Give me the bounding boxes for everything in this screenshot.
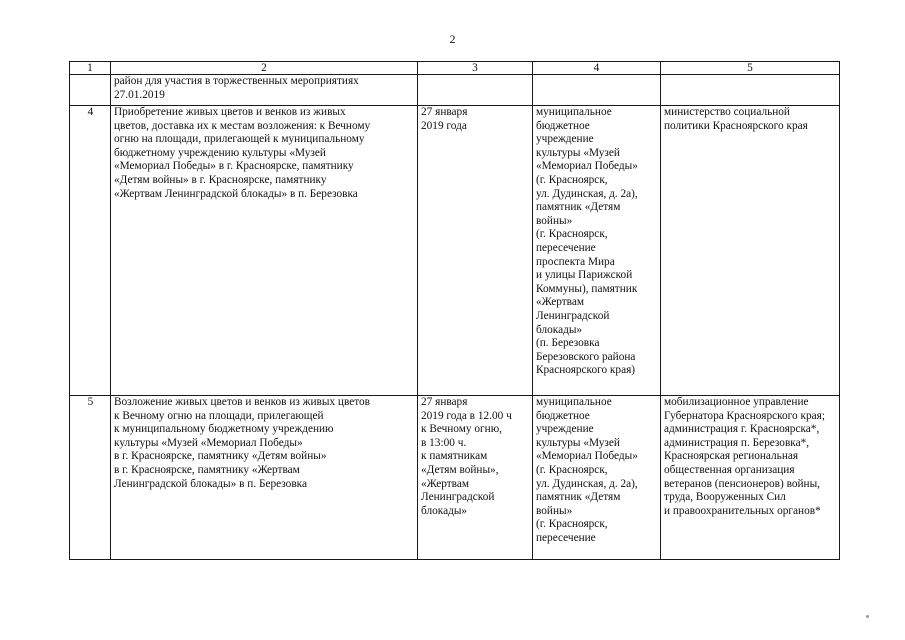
event-place bbox=[533, 75, 661, 106]
event-description: Возложение живых цветов и венков из живых цветов к Вечному огню на площади, прилегающей к муниципальному бюджетному учреждению культуры «Музей «Мемориал Победы» в г. Красноярске, памятнику «Детям войны» в г. Красноярске, памятнику «Жертвам Ленинградской блокады» в п. Березовка bbox=[111, 396, 418, 560]
header-col-1: 1 bbox=[70, 62, 111, 75]
header-col-3: 3 bbox=[418, 62, 533, 75]
header-col-2: 2 bbox=[111, 62, 418, 75]
event-responsible: мобилизационное управление Губернатора Красноярского края; администрация г. Красноярска*, администрация п. Березовка*, Красноярская региональная общественная организация ветеранов (пенсионеров) войны, труда, Вооруженных Сил и правоохранительных органов* bbox=[661, 396, 840, 560]
event-date: 27 января 2019 года bbox=[418, 106, 533, 396]
event-responsible bbox=[661, 75, 840, 106]
event-place: муниципальное бюджетное учреждение культуры «Музей «Мемориал Победы» (г. Красноярск, ул. Дудинская, д. 2а), памятник «Детям войны» (г. Красноярск, пересечение проспекта Мира и улицы Парижской Коммуны), памятник «Жертвам Ленинградской блокады» (п. Березовка Березовского района Красноярского края) bbox=[533, 106, 661, 396]
table-row-continuation bbox=[70, 75, 840, 106]
table-row bbox=[70, 106, 840, 396]
event-place: муниципальное бюджетное учреждение культуры «Музей «Мемориал Победы» (г. Красноярск, ул. Дудинская, д. 2а), памятник «Детям войны» (г. Красноярск, пересечение bbox=[533, 396, 661, 560]
row-number: 4 bbox=[70, 106, 111, 396]
event-date: 27 января 2019 года в 12.00 ч к Вечному огню, в 13:00 ч. к памятникам «Детям войны», «Жертвам Ленинградской блокады» bbox=[418, 396, 533, 560]
scan-speck bbox=[866, 615, 869, 618]
header-col-5: 5 bbox=[661, 62, 840, 75]
event-description: Приобретение живых цветов и венков из живых цветов, доставка их к местам возложения: к Вечному огню на площади, прилегающей к муниципальному бюджетному учреждению культуры «Музей «Мемориал Победы» в г. Красноярске, памятнику «Детям войны» в г. Красноярске, памятнику «Жертвам Ленинградской блокады» в п. Березовка bbox=[111, 106, 418, 396]
header-row bbox=[70, 62, 840, 75]
event-description: район для участия в торжественных мероприятиях 27.01.2019 bbox=[111, 75, 418, 106]
row-number: 5 bbox=[70, 396, 111, 560]
table-row bbox=[70, 396, 840, 560]
event-date bbox=[418, 75, 533, 106]
row-number bbox=[70, 75, 111, 106]
page-number: 2 bbox=[449, 32, 456, 46]
event-responsible: министерство социальной политики Красноярского края bbox=[661, 106, 840, 396]
header-col-4: 4 bbox=[533, 62, 661, 75]
events-table bbox=[69, 61, 840, 560]
